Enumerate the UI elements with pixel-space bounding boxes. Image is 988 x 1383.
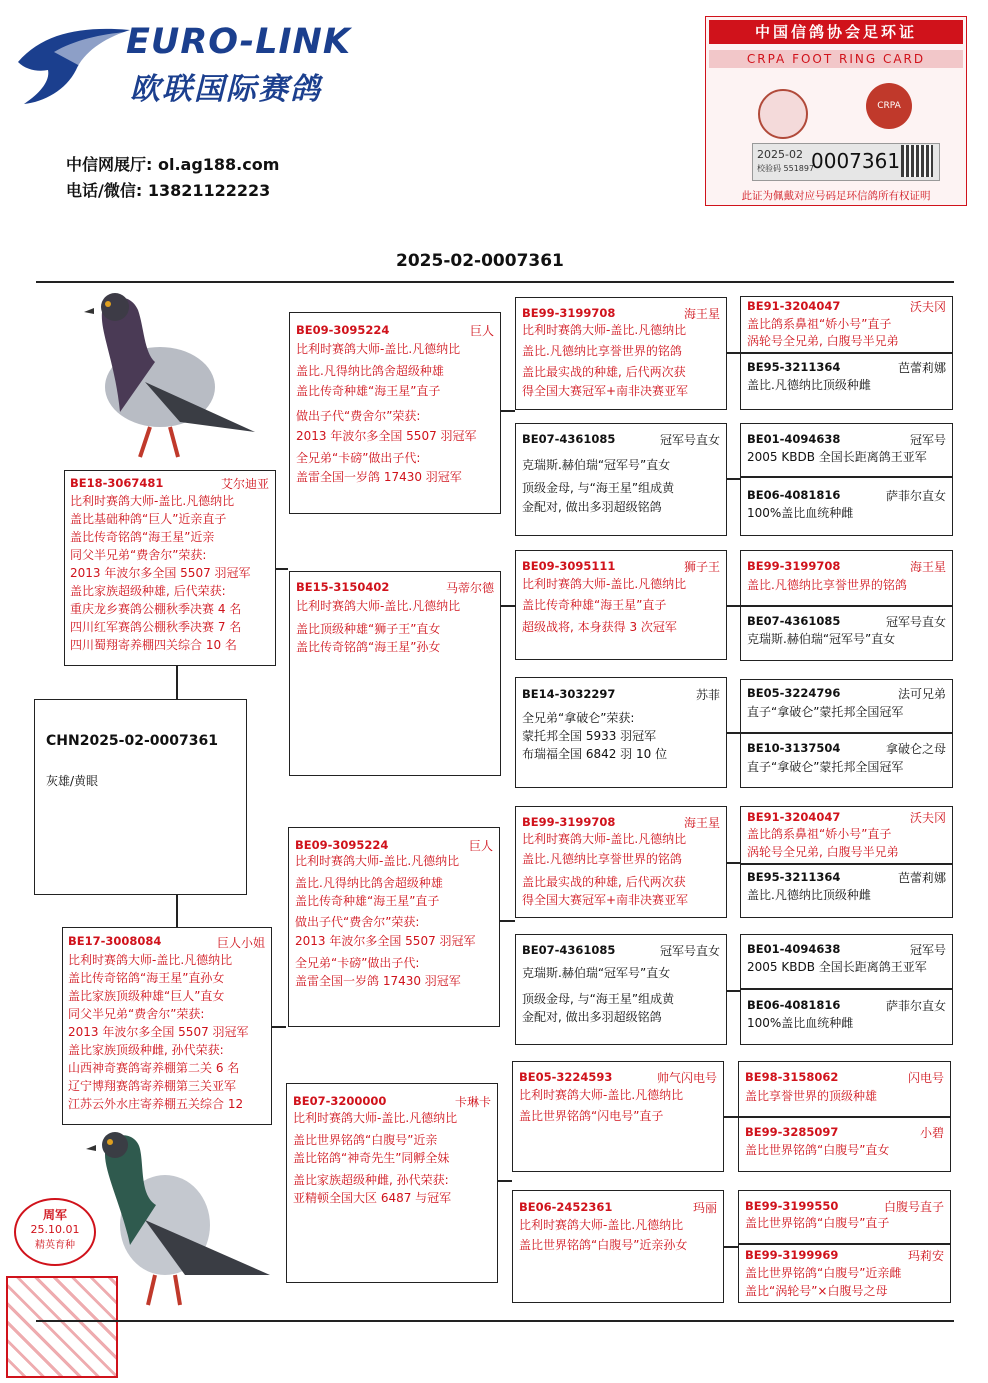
pigeon-line: 比利时赛鸽大师-盖比.凡德纳比 <box>68 953 233 967</box>
pigeon-line: 比利时赛鸽大师-盖比.凡德纳比 <box>522 832 687 846</box>
pigeon-line: 比利时赛鸽大师-盖比.凡德纳比 <box>293 1111 458 1125</box>
pigeon-code: BE07-4361085 <box>522 943 616 957</box>
connector <box>176 895 178 927</box>
pigeon-name: 芭蕾莉娜 <box>897 361 946 375</box>
footer-divider <box>36 1320 954 1322</box>
brand-logo <box>14 22 374 107</box>
dam-box[interactable] <box>62 927 272 1125</box>
connector <box>272 1026 286 1028</box>
pigeon-line: 得全国大赛冠军+南非决赛亚军 <box>522 893 689 907</box>
pigeon-line: 做出子代“费舍尔”荣获: <box>296 409 421 423</box>
connector <box>500 920 515 922</box>
gen4-box[interactable] <box>740 806 953 918</box>
pigeon-code: BE09-3095224 <box>296 323 390 337</box>
qr-code-icon <box>901 145 933 177</box>
connector <box>501 410 515 412</box>
pigeon-line: 盖比基础种鸽“巨人”近亲直子 <box>70 512 227 526</box>
pigeon-code: BE98-3158062 <box>745 1070 839 1084</box>
pigeon-code: BE99-3199708 <box>522 306 616 320</box>
pigeon-code: BE91-3204047 <box>747 810 841 824</box>
subject-desc: 灰雄/黄眼 <box>46 774 99 788</box>
connector <box>727 862 740 864</box>
ring-card-year-code: 2025-02 <box>757 148 803 161</box>
subject-box <box>34 699 247 895</box>
pigeon-line: 顶级金母, 与“海王星”组成黄 <box>522 992 675 1006</box>
pigeon-line: 盖比传奇种雄“海王星”直子 <box>296 384 441 398</box>
gen2-box[interactable] <box>288 827 500 1027</box>
pigeon-name: 玛丽 <box>692 1201 717 1215</box>
pigeon-line: 盖比享誉世界的顶级种雄 <box>745 1089 878 1103</box>
pigeon-name: 冠军号直女 <box>659 433 720 447</box>
brand-name-cn: 欧联国际赛鸽 <box>130 72 322 107</box>
stamp-bottom: 精英育种 <box>35 1240 75 1251</box>
pigeon-code: BE01-4094638 <box>747 942 841 956</box>
pigeon-line: 布瑞福全国 6842 羽 10 位 <box>522 747 668 761</box>
pigeon-code: BE06-4081816 <box>747 488 841 502</box>
pigeon-line: 100%盖比血统种雌 <box>747 506 854 520</box>
pigeon-line: 金配对, 做出多羽超级铭鸽 <box>522 1010 662 1024</box>
connector <box>498 1180 512 1182</box>
contact-web: 中信网展厅: ol.ag188.com <box>66 155 280 174</box>
pigeon-code: BE07-4361085 <box>522 432 616 446</box>
cell-divider <box>739 1116 950 1118</box>
pigeon-line: 蒙托邦全国 5933 羽冠军 <box>522 729 657 743</box>
contact-phone: 电话/微信: 13821122223 <box>66 181 271 200</box>
pigeon-line: 盖比家族超级种雌, 孙代荣获: <box>293 1173 449 1187</box>
pigeon-line: 盖比家族超级种雄, 后代荣获: <box>70 584 226 598</box>
connector <box>724 1246 738 1248</box>
seal-chop-image <box>6 1276 118 1378</box>
pigeon-line: 盖比世界铭鸽“白腹号”直女 <box>745 1143 890 1157</box>
pigeon-code: BE05-3224796 <box>747 686 841 700</box>
gen2-box[interactable] <box>286 1083 498 1283</box>
pigeon-line: 2013 年波尔多全国 5507 羽冠军 <box>70 566 251 580</box>
pigeon-line: 盖比传奇铭鸽“海王星”直孙女 <box>68 971 225 985</box>
ring-card-check: 校验码 551897 <box>757 164 815 173</box>
pigeon-line: 盖雷全国一岁鸽 17430 羽冠军 <box>296 470 462 484</box>
gen3-box[interactable] <box>515 934 727 1045</box>
pigeon-line: 盖比世界铭鸽“白腹号”近亲雌 <box>745 1266 902 1280</box>
globe-seal-icon <box>758 89 808 139</box>
pigeon-line: 盖比最实战的种雄, 后代两次获 <box>522 365 686 379</box>
pigeon-line: 辽宁博翔赛鸽寄养棚第三关亚军 <box>68 1079 237 1093</box>
pigeon-line: 比利时赛鸽大师-盖比.凡德纳比 <box>296 599 461 613</box>
pigeon-line: 盖比世界铭鸽“闪电号”直子 <box>519 1109 664 1123</box>
pigeon-code: BE15-3150402 <box>296 580 390 594</box>
gen4-box[interactable] <box>740 550 953 661</box>
pigeon-line: 盖比.凡德纳比享誉世界的铭鸽 <box>522 344 682 358</box>
pigeon-code: BE10-3137504 <box>747 741 841 755</box>
pigeon-name: 冠军号 <box>909 433 946 447</box>
connector <box>501 605 515 607</box>
pigeon-code: BE99-3285097 <box>745 1125 839 1139</box>
cell-divider <box>741 988 952 990</box>
pigeon-name: 海王星 <box>683 307 720 321</box>
pigeon-name: 沃夫冈 <box>909 300 946 314</box>
ring-number-title: 2025-02-0007361 <box>396 251 564 271</box>
pigeon-line: 得全国大赛冠军+南非决赛亚军 <box>522 384 689 398</box>
cell-divider <box>739 1243 950 1245</box>
cell-divider <box>741 605 952 607</box>
connector <box>724 1116 738 1118</box>
pigeon-line: 盖比.凡德纳比享誉世界的铭鸽 <box>747 578 907 592</box>
date-stamp <box>14 1198 96 1266</box>
pigeon-line: 盖比.凡德纳比顶级种雌 <box>747 378 871 392</box>
pigeon-line: 全兄弟“拿破仑”荣获: <box>522 711 635 725</box>
gen4-box[interactable] <box>738 1190 951 1303</box>
pigeon-line: 盖比“涡轮号”×白腹号之母 <box>745 1284 888 1298</box>
sire-pigeon-image <box>60 282 260 462</box>
pigeon-line: 2005 KBDB 全国长距离鸽王亚军 <box>747 960 927 974</box>
ring-card-title: 中国信鸽协会足环证 <box>709 20 963 44</box>
pigeon-line: 2005 KBDB 全国长距离鸽王亚军 <box>747 450 927 464</box>
pigeon-line: 比利时赛鸽大师-盖比.凡德纳比 <box>522 323 687 337</box>
pigeon-name: 萨菲尔直女 <box>885 999 946 1013</box>
subject-code: CHN2025-02-0007361 <box>46 733 218 749</box>
gen2-box[interactable] <box>289 571 501 776</box>
pigeon-name: 小碧 <box>919 1126 944 1140</box>
connector <box>727 990 740 992</box>
pigeon-line: 直子“拿破仑”蒙托邦全国冠军 <box>747 760 904 774</box>
pigeon-code: BE09-3095224 <box>295 838 389 852</box>
pigeon-line: 盖比传奇种雄“海王星”直子 <box>522 598 667 612</box>
pigeon-name: 巨人小姐 <box>216 936 265 950</box>
pigeon-name: 帅气闪电号 <box>656 1071 717 1085</box>
pigeon-name: 玛莉安 <box>907 1249 944 1263</box>
pigeon-name: 冠军号 <box>909 943 946 957</box>
pigeon-line: 四川红军赛鸽公棚秋季决赛 7 名 <box>70 620 242 634</box>
connector <box>727 352 740 354</box>
bird-logo-icon <box>14 22 134 107</box>
pigeon-line: 金配对, 做出多羽超级铭鸽 <box>522 500 662 514</box>
pigeon-line: 盖比.凡得纳比鸽舍超级种雄 <box>296 364 444 378</box>
pigeon-line: 顶级金母, 与“海王星”组成黄 <box>522 481 675 495</box>
pigeon-name: 巨人 <box>468 839 493 853</box>
gen2-box[interactable] <box>289 312 501 514</box>
pigeon-code: BE06-2452361 <box>519 1200 613 1214</box>
pigeon-name: 芭蕾莉娜 <box>897 871 946 885</box>
crpa-seal <box>866 83 912 129</box>
pigeon-code: BE07-3200000 <box>293 1094 387 1108</box>
pigeon-code: BE99-3199969 <box>745 1248 839 1262</box>
gen3-box[interactable] <box>515 550 727 660</box>
cell-divider <box>741 352 952 354</box>
pigeon-code: BE14-3032297 <box>522 687 616 701</box>
pigeon-code: BE18-3067481 <box>70 476 164 490</box>
pigeon-line: 比利时赛鸽大师-盖比.凡德纳比 <box>519 1218 684 1232</box>
pigeon-line: 山西神奇赛鸽寄养棚第二关 6 名 <box>68 1061 240 1075</box>
pigeon-code: BE06-4081816 <box>747 998 841 1012</box>
pigeon-line: 江苏云外水庄寄养棚五关综合 12 <box>68 1097 244 1111</box>
pigeon-name: 卡琳卡 <box>454 1095 491 1109</box>
pigeon-line: 盖比家族顶级种雌, 孙代荣获: <box>68 1043 224 1057</box>
brand-name-en: EURO-LINK <box>126 22 351 62</box>
gen3-box[interactable] <box>512 1061 724 1172</box>
pigeon-line: 超级战将, 本身获得 3 次冠军 <box>522 620 677 634</box>
connector <box>727 732 740 734</box>
pigeon-line: 盖比家族顶级种雄“巨人”直女 <box>68 989 225 1003</box>
gen3-box[interactable] <box>512 1190 724 1303</box>
pigeon-name: 冠军号直女 <box>659 944 720 958</box>
pigeon-code: BE09-3095111 <box>522 559 616 573</box>
pigeon-line: 2013 年波尔多全国 5507 羽冠军 <box>68 1025 249 1039</box>
pigeon-code: BE07-4361085 <box>747 614 841 628</box>
pigeon-name: 海王星 <box>909 560 946 574</box>
ring-card <box>705 16 967 206</box>
pigeon-code: BE91-3204047 <box>747 299 841 313</box>
connector <box>727 478 740 480</box>
pigeon-line: 比利时赛鸽大师-盖比.凡德纳比 <box>296 342 461 356</box>
pigeon-line: 盖雷全国一岁鸽 17430 羽冠军 <box>295 974 461 988</box>
gen3-box[interactable] <box>515 423 727 536</box>
gen4-box[interactable] <box>740 934 953 1045</box>
pigeon-line: 盖比顶级种雄“狮子王”直女 <box>296 622 441 636</box>
pigeon-name: 法可兄弟 <box>897 687 946 701</box>
pigeon-name: 狮子王 <box>683 560 720 574</box>
pigeon-line: 涡轮号全兄弟, 白腹号半兄弟 <box>747 334 899 348</box>
pigeon-name: 白腹号直子 <box>883 1200 944 1214</box>
pigeon-name: 冠军号直女 <box>885 615 946 629</box>
ring-card-footer: 此证为佩戴对应号码足环信鸽所有权证明 <box>741 190 931 202</box>
pigeon-line: 盖比鸽系鼻祖“娇小号”直子 <box>747 317 892 331</box>
pigeon-code: BE95-3211364 <box>747 360 841 374</box>
ring-card-subtitle: CRPA FOOT RING CARD <box>709 50 963 68</box>
gen4-box[interactable] <box>738 1061 951 1172</box>
pigeon-code: BE99-3199550 <box>745 1199 839 1213</box>
gen4-box[interactable] <box>740 423 953 536</box>
pigeon-line: 盖比最实战的种雄, 后代两次获 <box>522 875 686 889</box>
pigeon-line: 盖比传奇铭鸽“海王星”近亲 <box>70 530 215 544</box>
pigeon-line: 全兄弟“卡磅”做出子代: <box>295 956 420 970</box>
crpa-seal-label: CRPA <box>877 101 901 111</box>
pigeon-code: BE17-3008084 <box>68 934 162 948</box>
pigeon-name: 艾尔迪亚 <box>220 477 269 491</box>
connector <box>727 605 740 607</box>
pigeon-name: 巨人 <box>469 324 494 338</box>
pigeon-line: 盖比世界铭鸽“白腹号”直子 <box>745 1216 890 1230</box>
pigeon-line: 100%盖比血统种雌 <box>747 1016 854 1030</box>
connector <box>276 568 288 570</box>
pigeon-code: BE99-3199708 <box>747 559 841 573</box>
cell-divider <box>741 863 952 865</box>
gen4-box[interactable] <box>740 296 953 410</box>
pigeon-line: 盖比鸽系鼻祖“娇小号”直子 <box>747 827 892 841</box>
pigeon-name: 苏菲 <box>695 688 720 702</box>
pigeon-line: 比利时赛鸽大师-盖比.凡德纳比 <box>522 577 687 591</box>
stamp-top: 周军 <box>42 1208 67 1222</box>
pigeon-line: 克瑞斯.赫伯瑞“冠军号”直女 <box>522 966 671 980</box>
pigeon-code: BE99-3199708 <box>522 815 616 829</box>
ring-card-number-plate <box>752 143 940 181</box>
pigeon-line: 做出子代“费舍尔”荣获: <box>295 915 420 929</box>
pigeon-code: BE05-3224593 <box>519 1070 613 1084</box>
pigeon-name: 拿破仑之母 <box>885 742 946 756</box>
pigeon-code: BE01-4094638 <box>747 432 841 446</box>
pigeon-line: 盖比.凡德纳比享誉世界的铭鸽 <box>522 852 682 866</box>
cell-divider <box>741 476 952 478</box>
gen3-box[interactable] <box>515 677 727 788</box>
stamp-date: 25.10.01 <box>30 1223 80 1236</box>
pigeon-line: 盖比世界铭鸽“白腹号”近亲 <box>293 1133 438 1147</box>
pigeon-line: 同父半兄弟“费舍尔”荣获: <box>68 1007 205 1021</box>
pigeon-name: 闪电号 <box>907 1071 944 1085</box>
gen4-box[interactable] <box>740 679 953 788</box>
pigeon-line: 涡轮号全兄弟, 白腹号半兄弟 <box>747 845 899 859</box>
pigeon-line: 克瑞斯.赫伯瑞“冠军号”直女 <box>522 458 671 472</box>
pigeon-name: 海王星 <box>683 816 720 830</box>
pigeon-line: 盖比世界铭鸽“白腹号”近亲孙女 <box>519 1238 688 1252</box>
ring-card-number: 0007361 <box>811 149 901 173</box>
pigeon-line: 盖比.凡得纳比鸽舍超级种雄 <box>295 876 443 890</box>
pigeon-line: 克瑞斯.赫伯瑞“冠军号”直女 <box>747 632 896 646</box>
pigeon-line: 比利时赛鸽大师-盖比.凡德纳比 <box>519 1088 684 1102</box>
pigeon-name: 马蒂尔德 <box>445 581 494 595</box>
pigeon-name: 萨菲尔直女 <box>885 489 946 503</box>
pigeon-line: 比利时赛鸽大师-盖比.凡德纳比 <box>295 854 460 868</box>
sire-box[interactable] <box>64 470 276 666</box>
pigeon-line: 盖比.凡德纳比顶级种雌 <box>747 888 871 902</box>
pigeon-name: 沃夫冈 <box>909 811 946 825</box>
pigeon-line: 同父半兄弟“费舍尔”荣获: <box>70 548 207 562</box>
pigeon-code: BE95-3211364 <box>747 870 841 884</box>
pigeon-line: 盖比传奇铭鸽“海王星”孙女 <box>296 640 441 654</box>
pigeon-line: 全兄弟“卡磅”做出子代: <box>296 451 421 465</box>
pigeon-line: 2013 年波尔多全国 5507 羽冠军 <box>296 429 477 443</box>
pigeon-line: 亚精顿全国大区 6487 与冠军 <box>293 1191 452 1205</box>
pigeon-line: 直子“拿破仑”蒙托邦全国冠军 <box>747 705 904 719</box>
pigeon-line: 重庆龙乡赛鸽公棚秋季决赛 4 名 <box>70 602 242 616</box>
connector <box>176 666 178 699</box>
pigeon-line: 盖比传奇种雄“海王星”直子 <box>295 894 440 908</box>
gen3-box[interactable] <box>515 297 727 410</box>
pigeon-line: 2013 年波尔多全国 5507 羽冠军 <box>295 934 476 948</box>
pigeon-line: 盖比铭鸽“神奇先生”同孵全妹 <box>293 1151 450 1165</box>
pigeon-line: 比利时赛鸽大师-盖比.凡德纳比 <box>70 494 235 508</box>
cell-divider <box>741 732 952 734</box>
pigeon-line: 四川蜀翔寄养棚四关综合 10 名 <box>70 638 237 652</box>
gen3-box[interactable] <box>515 806 727 918</box>
